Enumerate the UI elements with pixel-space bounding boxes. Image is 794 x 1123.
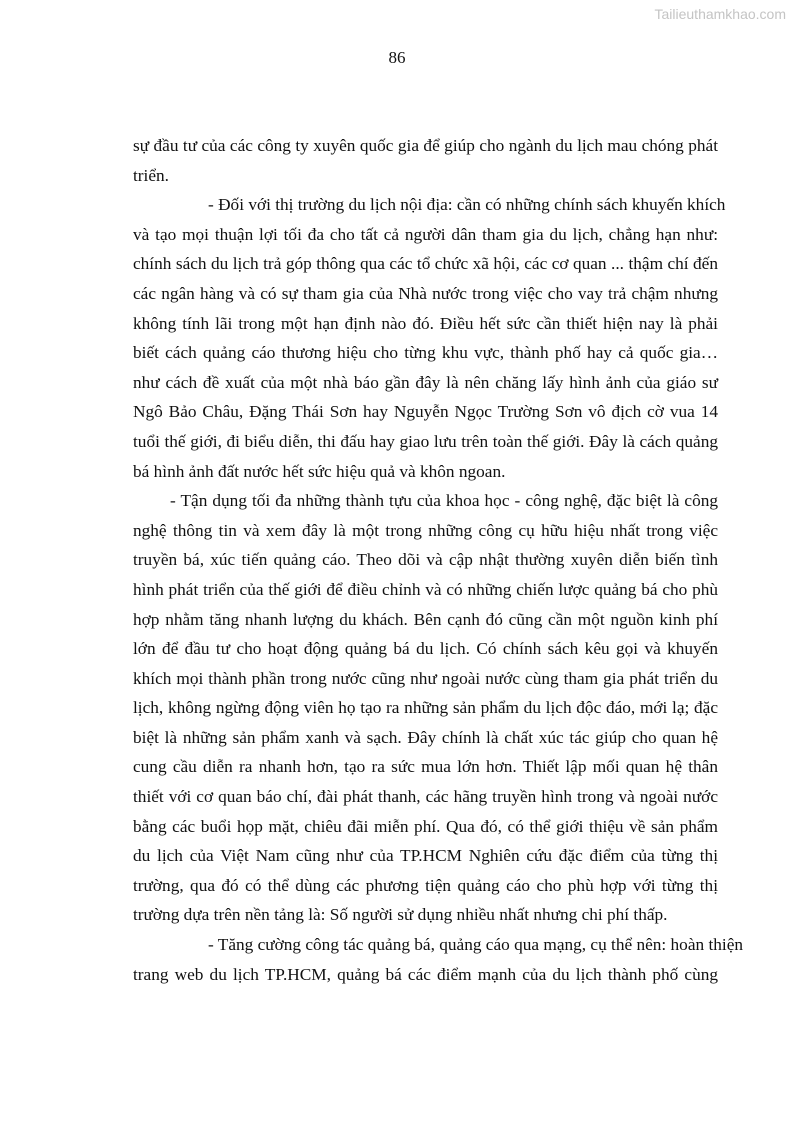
paragraph — [133, 131, 718, 190]
text-line: bằng các buổi họp mặt, chiêu đãi miễn phí. Qua đó, có thể giới thiệu về sản phẩm — [133, 816, 718, 836]
text-line: khích mọi thành phần trong nước cũng như ngoài nước cùng tham gia phát triển du — [133, 668, 718, 688]
text-line: như cách đề xuất của một nhà báo gần đây là nên chăng lấy hình ảnh của giáo sư — [133, 372, 718, 392]
text-line: trường, qua đó có thể dùng các phương tiện quảng cáo cho phù hợp với từng thị — [133, 875, 718, 895]
page-number: 86 — [388, 48, 406, 67]
text-line: - Đối với thị trường du lịch nội địa: cần có những chính sách khuyến khích — [208, 195, 726, 215]
paragraph — [133, 486, 718, 930]
text-line: biệt là những sản phẩm xanh và sạch. Đây chính là chất xúc tác giúp cho quan hệ — [133, 727, 718, 747]
text-line: cung cầu diễn ra nhanh hơn, tạo ra sức mua lớn hơn. Thiết lập mối quan hệ thân — [133, 757, 718, 777]
paragraph — [133, 930, 744, 989]
text-line: truyền bá, xúc tiến quảng cáo. Theo dõi và cập nhật thường xuyên diễn biến tình — [133, 550, 718, 570]
text-line: chính sách du lịch trả góp thông qua các tổ chức xã hội, các cơ quan ... thậm chí đến — [133, 254, 718, 274]
text-line: Ngô Bảo Châu, Đặng Thái Sơn hay Nguyễn Ngọc Trường Sơn vô địch cờ vua 14 — [133, 402, 718, 422]
watermark: Tailieuthamkhao.com — [654, 6, 786, 22]
text-line: - Tận dụng tối đa những thành tựu của khoa học - công nghệ, đặc biệt là công — [170, 491, 718, 511]
text-line: lớn để đầu tư cho hoạt động quảng bá du lịch. Có chính sách kêu gọi và khuyến — [133, 639, 718, 659]
text-line: và tạo mọi thuận lợi tối đa cho tất cả người dân tham gia du lịch, chẳng hạn như: — [133, 224, 718, 244]
text-line: du lịch của Việt Nam cũng như của TP.HCM Nghiên cứu đặc điểm của từng thị — [133, 846, 718, 866]
text-line: sự đầu tư của các công ty xuyên quốc gia để giúp cho ngành du lịch mau chóng phát — [133, 136, 718, 155]
text-line: triển. — [133, 165, 169, 185]
text-line: các ngân hàng và có sự tham gia của Nhà nước trong việc cho vay trả chậm nhưng — [133, 283, 718, 303]
text-line: tuổi thế giới, đi biểu diễn, thi đấu hay giao lưu trên toàn thế giới. Đây là cách quảng — [133, 431, 718, 451]
text-line: hình phát triển của thế giới để điều chỉnh và có những chiến lược quảng bá cho phù — [133, 579, 718, 599]
paragraph — [133, 190, 726, 486]
body-text — [133, 131, 744, 989]
text-line: bá hình ảnh đất nước hết sức hiệu quả và khôn ngoan. — [133, 461, 506, 481]
text-line: hợp nhằm tăng nhanh lượng du khách. Bên cạnh đó cũng cần một nguồn kinh phí — [133, 609, 718, 629]
text-line: - Tăng cường công tác quảng bá, quảng cáo qua mạng, cụ thể nên: hoàn thiện — [208, 935, 744, 955]
text-line: nghệ thông tin và xem đây là một trong những công cụ hữu hiệu nhất trong việc — [133, 520, 718, 540]
text-line: trang web du lịch TP.HCM, quảng bá các điểm mạnh của du lịch thành phố cùng — [133, 964, 718, 984]
text-line: trường dựa trên nền tảng là: Số người sử dụng nhiều nhất nhưng chi phí thấp. — [133, 905, 668, 925]
text-line: biết cách quảng cáo thương hiệu cho từng khu vực, thành phố hay cả quốc gia… — [133, 343, 718, 363]
text-line: lịch, không ngừng động viên họ tạo ra những sản phẩm du lịch độc đáo, mới lạ; đặc — [133, 698, 718, 718]
text-line: thiết với cơ quan báo chí, đài phát thanh, các hãng truyền hình trong và ngoài nước — [133, 787, 718, 807]
text-line: không tính lãi trong một hạn định nào đó. Điều hết sức cần thiết hiện nay là phải — [133, 313, 718, 333]
